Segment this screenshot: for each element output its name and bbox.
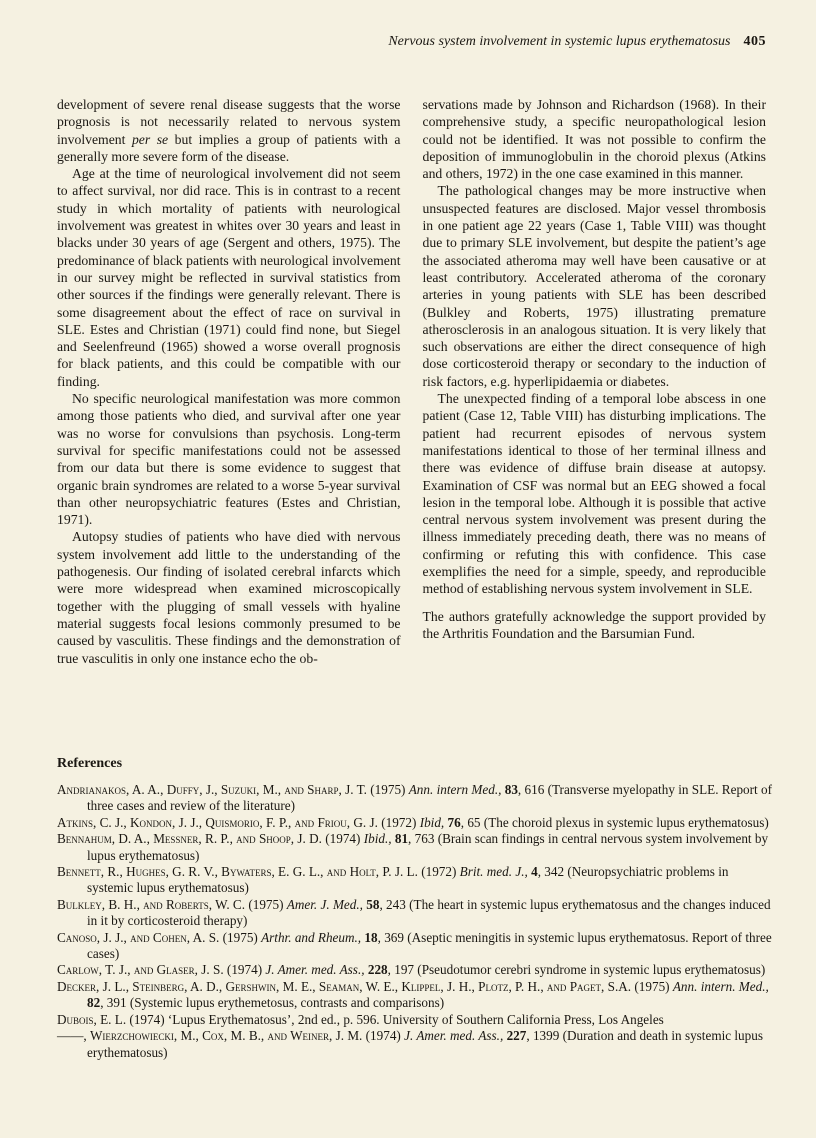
acknowledgement: The authors gratefully acknowledge the support provided by the Arthritis Foundation and the Barsumian Fund.: [422, 608, 766, 641]
running-head-title: Nervous system involvement in systemic lupus erythematosus: [388, 34, 731, 49]
paragraph: The pathological changes may be more instructive when unsuspected features are disclosed. Major vessel thrombosis in one patient age 22 years (Case 1, Table VIII) was thought due to primary SLE involvement, but despite the patient’s age the associated atheroma may well have been causative or at least contributory. Accelerated atheroma of the coronary arteries in young patients with SLE has been described (Bulkley and Roberts, 1975) illustrating premature atherosclerosis in an analogous situation. It is very likely that such observations are either the direct consequence of high dose corticosteroid therapy or secondary to the induction of risk factors, e.g. hyperlipidaemia or diabetes.: [422, 183, 766, 389]
paragraph: Autopsy studies of patients who have died with nervous system involvement add little to the understanding of the pathogenesis. Our finding of isolated cerebral infarcts which were more widespread when examined microscopically together with the plugging of small vessels with hyaline material suggests focal lesions commonly presumed to be caused by vasculitis. These findings and the demonstration of true vasculitis in only one instance echo the ob-: [57, 529, 401, 666]
reference-entry: Bulkley, B. H., and Roberts, W. C. (1975) Amer. J. Med., 58, 243 (The heart in systemic lupus erythematosus and the changes induced in it by corticosteroid therapy): [57, 896, 771, 929]
references-list: [57, 782, 774, 1061]
reference-entry: Andrianakos, A. A., Duffy, J., Suzuki, M., and Sharp, J. T. (1975) Ann. intern Med., 83, 616 (Transverse myelopathy in SLE. Report of three cases and review of the literature): [57, 782, 772, 814]
references-section: [57, 756, 774, 1061]
paragraph: The unexpected finding of a temporal lobe abscess in one patient (Case 12, Table VIII) has disturbing implications. The patient had recurrent episodes of nervous system manifestations identical to those of her terminal illness and there was evidence of diffuse brain disease at autopsy. Examination of CSF was normal but an EEG showed a focal lesion in the temporal lobe. Although it is possible that active central nervous system involvement was present during the illness immediately preceding death, there was no means of confirming or refuting this with confidence. This case exemplifies the need for a simple, speedy, and reproducible method of establishing nervous system involvement in SLE.: [422, 391, 766, 597]
reference-entry: Canoso, J. J., and Cohen, A. S. (1975) Arthr. and Rheum., 18, 369 (Aseptic meningitis in systemic lupus erythematosus. Report of three cases): [57, 929, 772, 962]
left-column: [57, 96, 401, 667]
paragraph: Age at the time of neurological involvement did not seem to affect survival, nor did race. This is in contrast to a recent study in which mortality of patients with neurological involvement was greatest in whites over 30 years and least in blacks under 30 years of age (Sergent and others, 1975). The predominance of black patients with neurological involvement in our survey might be reflected in survival statistics from other sources if the findings were generally relevant. There is some disagreement about the effect of race on survival in SLE. Estes and Christian (1971) could find none, but Siegel and Seelenfreund (1965) showed a worse overall prognosis for black patients, and this could be compatible with our finding.: [57, 166, 401, 389]
reference-entry: ——, Wierzchowiecki, M., Cox, M. B., and Weiner, J. M. (1974) J. Amer. med. Ass., 227, 1399 (Duration and death in systemic lupus erythematosus): [57, 1028, 763, 1060]
reference-entry: Bennahum, D. A., Messner, R. P., and Shoop, J. D. (1974) Ibid., 81, 763 (Brain scan findings in central nervous system involvement by lupus erythematosus): [57, 831, 769, 863]
reference-entry: Carlow, T. J., and Glaser, J. S. (1974) J. Amer. med. Ass., 228, 197 (Pseudotumor cerebri syndrome in systemic lupus erythematosus): [57, 962, 766, 978]
paragraph: No specific neurological manifestation was more common among those patients who died, and survival after one year was no worse for convulsions than psychosis. Long-term survival for specific manifestations could not be assessed from our data but there is some evidence to suggest that organic brain syndromes are related to a worse 5-year survival than other neuropsychiatric features (Estes and Christian, 1971).: [57, 391, 401, 528]
paragraph: development of severe renal disease suggests that the worse prognosis is not necessarily related to nervous system involvement per se but implies a group of patients with a generally more severe form of the disease.: [57, 97, 401, 164]
page-number: 405: [743, 34, 766, 49]
paragraph: servations made by Johnson and Richardson (1968). In their comprehensive study, a specific neuropathological lesion could not be identified. It was not possible to confirm the deposition of immunoglobulin in the choroid plexus (Atkins and others, 1972) in the one case examined in this manner.: [422, 97, 766, 182]
right-column: [423, 96, 767, 667]
reference-entry: Atkins, C. J., Kondon, J. J., Quismorio, F. P., and Friou, G. J. (1972) Ibid, 76, 65 (The choroid plexus in systemic lupus erythematosus): [57, 814, 769, 830]
reference-entry: Dubois, E. L. (1974) ‘Lupus Erythematosus’, 2nd ed., p. 596. University of Southern California Press, Los Angeles: [57, 1011, 664, 1027]
right-column-paragraphs: [423, 96, 767, 598]
reference-entry: Decker, J. L., Steinberg, A. D., Gershwin, M. E., Seaman, W. E., Klippel, J. H., Plotz, P. H., and Paget, S.A. (1975) Ann. intern. Med., 82, 391 (Systemic lupus erythemetosus, contrasts and comparisons): [57, 978, 769, 1011]
body-columns: [57, 96, 766, 667]
running-head: [57, 34, 766, 50]
references-heading: References: [57, 756, 123, 771]
reference-entry: Bennett, R., Hughes, G. R. V., Bywaters, E. G. L., and Holt, P. J. L. (1972) Brit. med. J., 4, 342 (Neuropsychiatric problems in systemic lupus erythematosus): [57, 864, 729, 896]
